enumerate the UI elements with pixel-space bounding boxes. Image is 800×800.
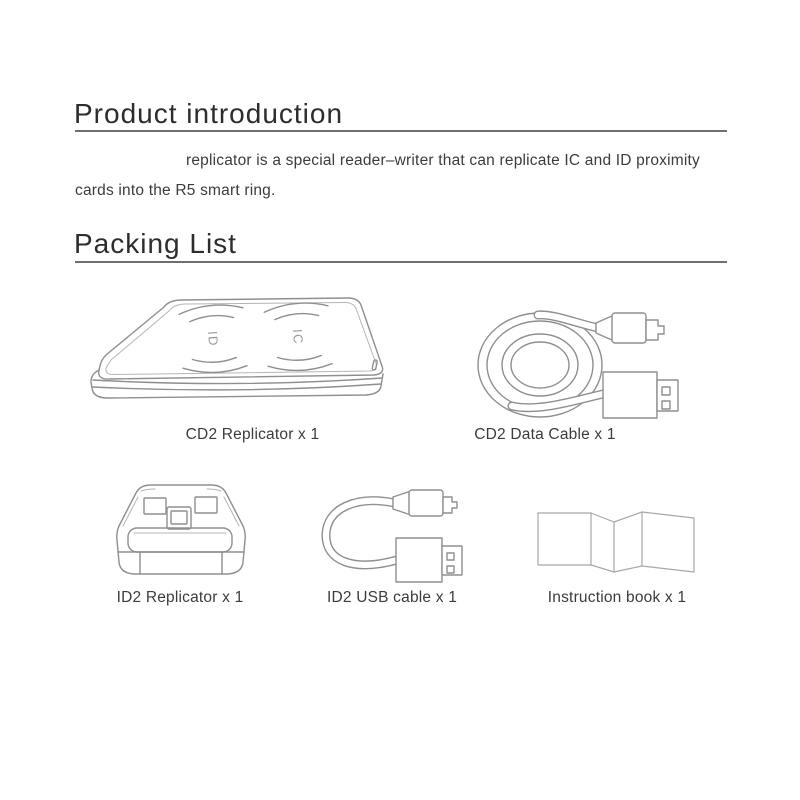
micro-usb-sleeve (596, 315, 614, 341)
id2-usb-cable-figure (317, 482, 469, 584)
folded-leaflet-icon (537, 511, 695, 574)
micro-usb-body (612, 313, 646, 343)
usb-a-body (396, 538, 442, 582)
id-zone-label: ID (205, 330, 222, 348)
product-introduction-title: Product introduction (74, 98, 344, 129)
micro-usb-plug (443, 497, 457, 513)
coiled-usb-cable-icon (468, 298, 680, 420)
product-introduction-paragraph (75, 146, 755, 206)
id2-usb-cable-caption: ID2 USB cable x 1 (326, 589, 458, 606)
packing-list-divider (75, 261, 727, 263)
instruction-book-figure (537, 511, 695, 574)
instruction-book-caption: Instruction book x 1 (547, 589, 687, 606)
id2-replicator-figure (113, 482, 249, 578)
usb-a-body (603, 372, 657, 418)
id2-replicator-caption: ID2 Replicator x 1 (116, 589, 244, 606)
ic-zone-label: IC (290, 328, 307, 346)
product-introduction-divider (75, 130, 727, 132)
ic-zone (264, 301, 333, 372)
micro-usb-sleeve (393, 491, 411, 515)
product-introduction-text-line1: replicator is a special reader–writer that can replicate IC and ID proximity (186, 152, 700, 169)
product-introduction-text-line2: cards into the R5 smart ring. (75, 182, 276, 199)
packing-list-title: Packing List (74, 228, 237, 259)
micro-usb-plug (646, 320, 664, 340)
id2-replicator-dock-icon (113, 482, 249, 578)
id-zone (179, 303, 248, 374)
cd2-data-cable-caption: CD2 Data Cable x 1 (474, 426, 616, 443)
cd2-replicator-figure (90, 294, 392, 412)
cd2-data-cable-figure (468, 298, 680, 420)
short-usb-cable-icon (317, 482, 469, 584)
micro-usb-body (409, 490, 443, 516)
cd2-replicator-caption: CD2 Replicator x 1 (185, 426, 320, 443)
cd2-replicator-pad-icon (90, 294, 392, 412)
